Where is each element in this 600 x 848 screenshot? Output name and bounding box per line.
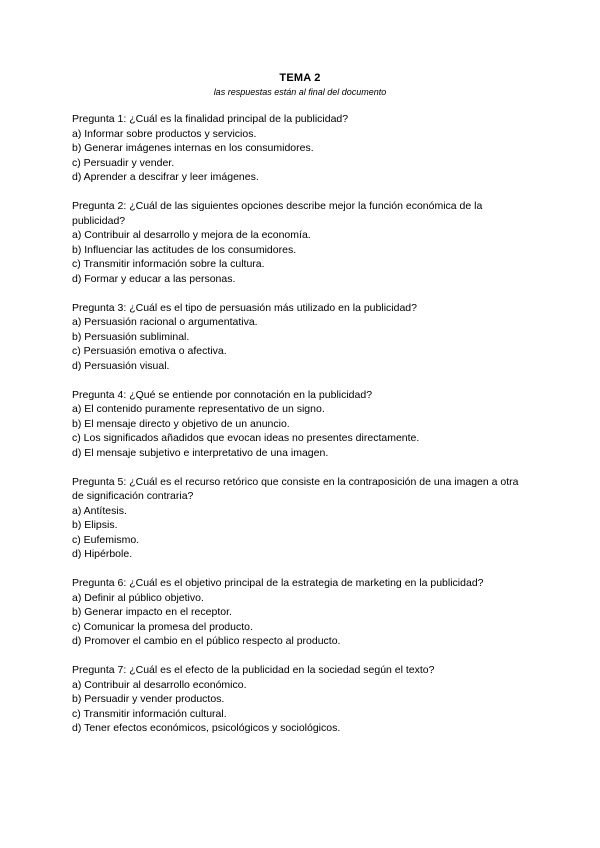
answer-option: a) Informar sobre productos y servicios. (72, 127, 257, 140)
answer-option: a) El contenido puramente representativo de un signo. (72, 403, 325, 415)
answer-option: b) Generar impacto en el receptor. (72, 606, 232, 618)
question-text: Pregunta 1: ¿Cuál es la finalidad principal de la publicidad? (72, 113, 349, 125)
question-list (72, 112, 532, 750)
document-subtitle: las respuestas están al final del documento (213, 87, 387, 97)
question-text: Pregunta 4: ¿Qué se entiende por connotación en la publicidad? (72, 388, 373, 401)
question-5 (72, 475, 532, 562)
answer-options (72, 127, 532, 185)
answer-option: c) Persuasión emotiva o afectiva. (72, 345, 227, 357)
answer-option: c) Comunicar la promesa del producto. (72, 620, 253, 633)
answer-option: d) Aprender a descifrar y leer imágenes. (72, 171, 259, 183)
answer-option: c) Transmitir información sobre la cultura. (72, 258, 265, 270)
question-text: Pregunta 3: ¿Cuál es el tipo de persuasión más utilizado en la publicidad? (72, 301, 417, 314)
answer-options (72, 228, 532, 286)
answer-option: d) Tener efectos económicos, psicológicos y sociológicos. (72, 722, 341, 734)
question-text: Pregunta 2: ¿Cuál de las siguientes opciones describe mejor la función económica de la publicidad? (72, 200, 483, 227)
answer-option: d) Promover el cambio en el público respecto al producto. (72, 635, 341, 647)
answer-option: b) El mensaje directo y objetivo de un anuncio. (72, 417, 290, 430)
question-4 (72, 388, 532, 461)
question-text: Pregunta 6: ¿Cuál es el objetivo principal de la estrategia de marketing en la publicidad? (72, 577, 484, 589)
answer-option: b) Persuasión subliminal. (72, 330, 190, 343)
question-7 (72, 663, 532, 736)
answer-options (72, 315, 532, 373)
question-3 (72, 301, 532, 374)
answer-option: d) Persuasión visual. (72, 359, 170, 372)
answer-option: a) Contribuir al desarrollo y mejora de la economía. (72, 229, 311, 241)
answer-option: d) Formar y educar a las personas. (72, 272, 236, 285)
answer-option: c) Transmitir información cultural. (72, 707, 227, 720)
document-title: TEMA 2 (279, 72, 321, 84)
answer-options (72, 504, 532, 562)
answer-option: c) Los significados añadidos que evocan ideas no presentes directamente. (72, 432, 420, 444)
question-1 (72, 112, 532, 185)
answer-option: b) Influenciar las actitudes de los consumidores. (72, 243, 297, 256)
answer-options (72, 678, 532, 736)
answer-option: a) Antítesis. (72, 504, 127, 517)
answer-option: c) Persuadir y vender. (72, 156, 175, 169)
question-text: Pregunta 7: ¿Cuál es el efecto de la publicidad en la sociedad según el texto? (72, 664, 435, 676)
answer-option: d) Hipérbole. (72, 548, 133, 560)
answer-option: b) Persuadir y vender productos. (72, 693, 225, 705)
question-text: Pregunta 5: ¿Cuál es el recurso retórico que consiste en la contraposición de una imagen a otra de significación contraria? (72, 475, 519, 502)
answer-option: b) Elipsis. (72, 519, 118, 531)
answer-option: b) Generar imágenes internas en los consumidores. (72, 142, 314, 154)
answer-option: a) Persuasión racional o argumentativa. (72, 316, 258, 328)
answer-options (72, 591, 532, 649)
answer-option: a) Contribuir al desarrollo económico. (72, 678, 247, 691)
question-6 (72, 576, 532, 649)
answer-option: a) Definir al público objetivo. (72, 591, 204, 604)
answer-option: d) El mensaje subjetivo e interpretativo de una imagen. (72, 446, 329, 459)
answer-option: c) Eufemismo. (72, 533, 140, 546)
question-2 (72, 199, 532, 286)
answer-options (72, 402, 532, 460)
